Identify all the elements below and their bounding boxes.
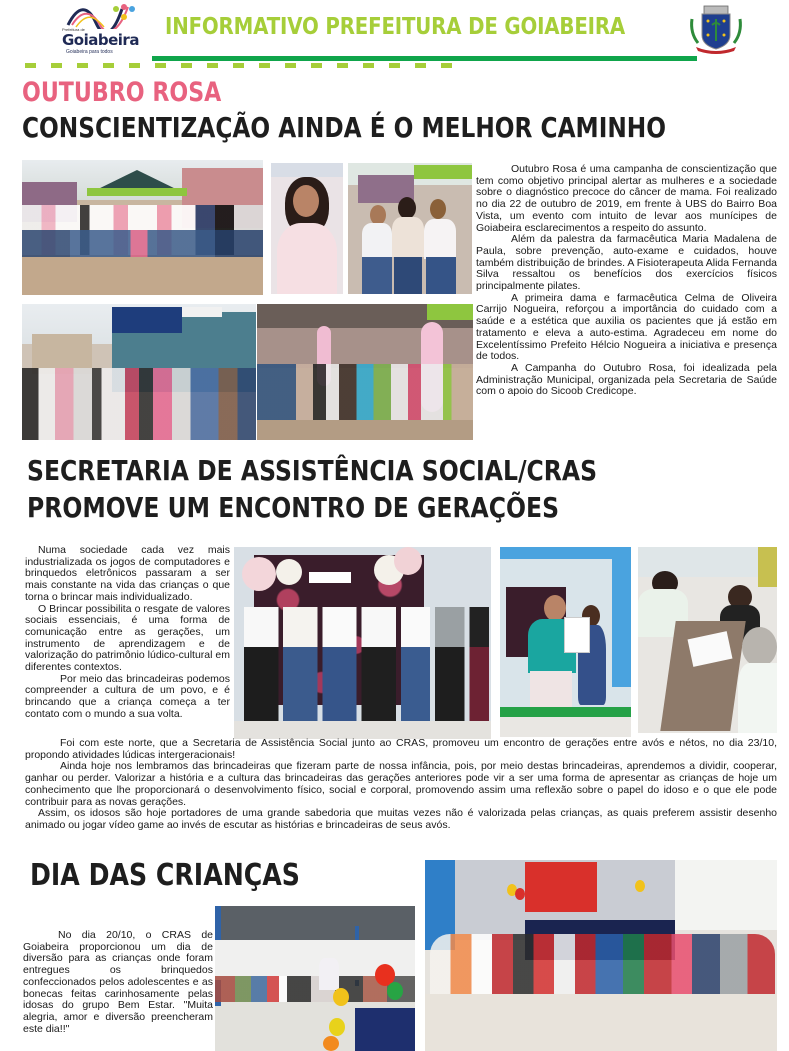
article3-headline: DIA DAS CRIANÇAS [30, 858, 300, 893]
dash-segment [233, 63, 244, 68]
dash-segment [25, 63, 36, 68]
logo-small-label: Prefeitura de [62, 27, 85, 32]
article2-headline-line1: SECRETARIA DE ASSISTÊNCIA SOCIAL/CRAS [27, 454, 598, 487]
dash-segment [51, 63, 62, 68]
newsletter-title: INFORMATIVO PREFEITURA DE GOIABEIRA [165, 14, 626, 40]
article2-paragraph: Numa sociedade cada vez mais industrializada os jogos de computadores e brinquedos eletrônicos passaram a ser mais constante na vida das crianças o que torna o brincar mais individualizado. [25, 544, 230, 603]
article3-paragraph: No dia 20/10, o CRAS de Goiabeira proporcionou um dia de diversão para as crianças onde foram entregues os brinquedos confeccionados pelos adolescentes e as bonecas feitas carinhosamente pelas idosas do grupo Bem Estar. "Muita alegria, amor e diversão preencheram este dia!!" [23, 929, 213, 1035]
children-group-photo [425, 860, 777, 1051]
article1-kicker: OUTUBRO ROSA [22, 77, 222, 108]
article1-paragraph: A primeira dama e farmacêutica Celma de Oliveira Carrijo Nogueira, reforçou a importância do cuidado com a saúde e a estética que auxilia os pacientes que já estão em tratamento e eleva a auto-estima. Agradeceu em nome do Excelentíssimo Prefeito Hélcio Nogueira a iniciativa e presença de todos. [476, 291, 777, 363]
dash-segment [441, 63, 452, 68]
city-crest-icon [688, 3, 744, 55]
article2-paragraph: Assim, os idosos são hoje portadores de uma grande sabedoria que muitas vezes não é valorizada pelas crianças, as quais preferem assistir desenho animado ou jogar vídeo game ao invés de escutar as histórias e brincadeiras de seus avós. [25, 807, 777, 831]
logo-ribbon-icon [64, 3, 144, 29]
article1-headline: CONSCIENTIZAÇÃO AINDA É O MELHOR CAMINHO [22, 111, 667, 144]
prefeitura-logo [58, 3, 148, 55]
dash-segment [337, 63, 348, 68]
three-women-photo [348, 163, 472, 294]
article3-body [23, 930, 213, 1035]
ubs-crowd-photo [22, 304, 256, 440]
dash-segment [77, 63, 88, 68]
article1-paragraph: A Campanha do Outubro Rosa, foi idealizada pela Administração Municipal, organizada pela Secretaria de Saúde com o apoio do Sicoob Credicope. [476, 361, 777, 398]
dash-segment [415, 63, 426, 68]
article1-paragraph: Outubro Rosa é uma campanha de conscientização que tem como objetivo principal alertar as mulheres e a sociedade sobre o diagnóstico precoce do câncer de mama. Foi realizado no dia 22 de outubro de 2019, em frente à UBS do Bairro Boa Vista, um evento com intuito de levar aos munícipes de Goiabeira esclarecimentos a respeito do assunto. [476, 163, 777, 234]
logo-tagline: Goiabeira para todos [66, 49, 113, 55]
dash-segment [181, 63, 192, 68]
article1-paragraph: Além da palestra da farmacêutica Maria Madalena de Paula, sobre prevenção, auto-exame e cuidados, houve também distribuição de brindes. A Fisioterapeuta Alida Fernanda Silva ressaltou os benefícios dos exercícios físicos principalmente pilates. [476, 233, 777, 293]
dash-segment [103, 63, 114, 68]
decorative-dash-line [25, 63, 455, 68]
dash-segment [389, 63, 400, 68]
seated-audience-photo [257, 304, 473, 440]
dash-segment [285, 63, 296, 68]
group-photo-sicoob-tent [22, 160, 263, 295]
article2-column [25, 545, 230, 721]
dash-segment [363, 63, 374, 68]
dash-segment [155, 63, 166, 68]
article2-paragraph: Ainda hoje nos lembramos das brincadeiras que fizeram parte de nossa infância, pois, por meio destas brincadeiras, aprendemos a dividir, cooperar, ganhar ou perder. Valorizar a história e a cultura das brincadeiras das gerações anteriores pode vir a ser uma forma de apresentar as crianças de hoje um conhecimento que lhe proporcionará o desenvolvimento físico, social e corporal, promovendo assim uma reflexão sobre o papel do idoso e o que ele pode contribuir para as novas gerações. [25, 760, 777, 808]
dash-segment [129, 63, 140, 68]
logo-name: Goiabeira [62, 31, 139, 49]
dash-segment [259, 63, 270, 68]
article2-paragraph: Foi com este norte, que a Secretaria de Assistência Social junto ao CRAS, promoveu um encontro de gerações entre avós e nétos, no dia 23/10, propondo atividades lúdicas intergeracionais! [25, 737, 777, 761]
grandmother-granddaughter-photo [500, 547, 631, 737]
dash-segment [311, 63, 322, 68]
article2-body [25, 738, 777, 832]
dash-segment [207, 63, 218, 68]
article2-paragraph: O Brincar possibilita o resgate de valores sociais essenciais, é uma forma de comunicação entre as gerações, um instrumento de aprendizagem e de valorização do patrimônio lúdico-cultural em diferentes contextos. [25, 602, 230, 674]
covered-court-photo [215, 906, 415, 1051]
portrait-woman [271, 163, 343, 294]
staff-group-photo [234, 547, 491, 739]
drawing-activity-photo [638, 547, 777, 733]
article2-paragraph: Por meio das brincadeiras podemos compreender a cultura de um povo, e é brincando que a criança começa a ter contato com o mundo a sua volta. [25, 672, 230, 720]
header-divider [152, 56, 697, 61]
article2-headline-line2: PROMOVE UM ENCONTRO DE GERAÇÕES [27, 491, 560, 524]
article1-body [476, 164, 777, 398]
